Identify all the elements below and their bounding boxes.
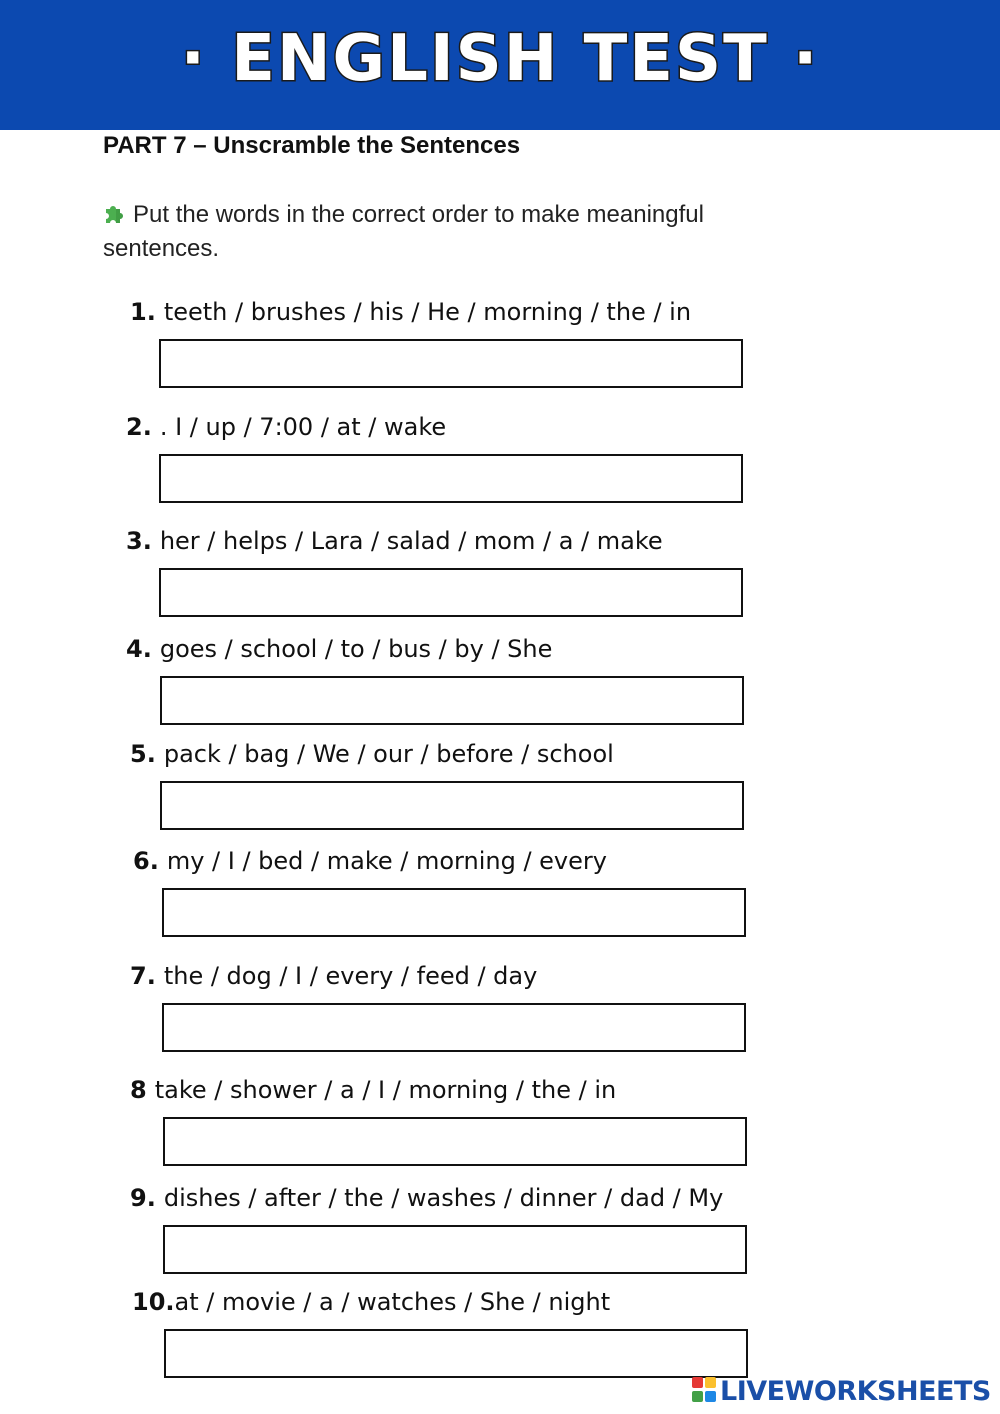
scrambled-words: take / shower / a / I / morning / the / in xyxy=(154,1076,617,1104)
item-number: 8 xyxy=(130,1076,147,1104)
scrambled-words: . I / up / 7:00 / at / wake xyxy=(159,413,447,441)
logo-text: LIVEWORKSHEETS xyxy=(720,1375,991,1407)
answer-input-4[interactable] xyxy=(160,676,744,725)
item-number: 6. xyxy=(133,847,159,875)
header-banner xyxy=(0,0,1000,130)
scrambled-words: the / dog / I / every / feed / day xyxy=(163,962,538,990)
item-2 xyxy=(126,413,446,441)
liveworksheets-logo xyxy=(692,1374,991,1408)
scrambled-words: her / helps / Lara / salad / mom / a / make xyxy=(159,527,663,555)
answer-input-7[interactable] xyxy=(162,1003,746,1052)
scrambled-words: dishes / after / the / washes / dinner / dad / My xyxy=(163,1184,724,1212)
item-number: 7. xyxy=(130,962,156,990)
answer-input-2[interactable] xyxy=(159,454,743,503)
item-number: 3. xyxy=(126,527,152,555)
item-3 xyxy=(126,527,663,555)
answer-input-6[interactable] xyxy=(162,888,746,937)
part-title: PART 7 – Unscramble the Sentences xyxy=(103,132,521,159)
item-1 xyxy=(130,298,691,326)
answer-input-1[interactable] xyxy=(159,339,743,388)
item-number: 1. xyxy=(130,298,156,326)
scrambled-words: teeth / brushes / his / He / morning / the / in xyxy=(163,298,692,326)
answer-input-8[interactable] xyxy=(163,1117,747,1166)
puzzle-piece-icon xyxy=(103,201,127,225)
blocks-icon xyxy=(692,1377,718,1405)
scrambled-words: at / movie / a / watches / She / night xyxy=(174,1288,611,1316)
page-title: · ENGLISH TEST · xyxy=(180,22,820,96)
item-10 xyxy=(132,1288,610,1316)
scrambled-words: my / I / bed / make / morning / every xyxy=(166,847,607,875)
item-4 xyxy=(126,635,552,663)
item-7 xyxy=(130,962,537,990)
answer-input-5[interactable] xyxy=(160,781,744,830)
answer-input-10[interactable] xyxy=(164,1329,748,1378)
item-number: 2. xyxy=(126,413,152,441)
item-number: 4. xyxy=(126,635,152,663)
item-8 xyxy=(130,1076,616,1104)
instruction xyxy=(103,198,823,266)
answer-input-9[interactable] xyxy=(163,1225,747,1274)
scrambled-words: goes / school / to / bus / by / She xyxy=(159,635,553,663)
item-5 xyxy=(130,740,614,768)
item-number: 5. xyxy=(130,740,156,768)
item-9 xyxy=(130,1184,723,1212)
scrambled-words: pack / bag / We / our / before / school xyxy=(163,740,614,768)
item-number: 9. xyxy=(130,1184,156,1212)
answer-input-3[interactable] xyxy=(159,568,743,617)
item-6 xyxy=(133,847,607,875)
item-number: 10. xyxy=(132,1288,175,1316)
instruction-text: Put the words in the correct order to make meaningful sentences. xyxy=(103,201,704,262)
